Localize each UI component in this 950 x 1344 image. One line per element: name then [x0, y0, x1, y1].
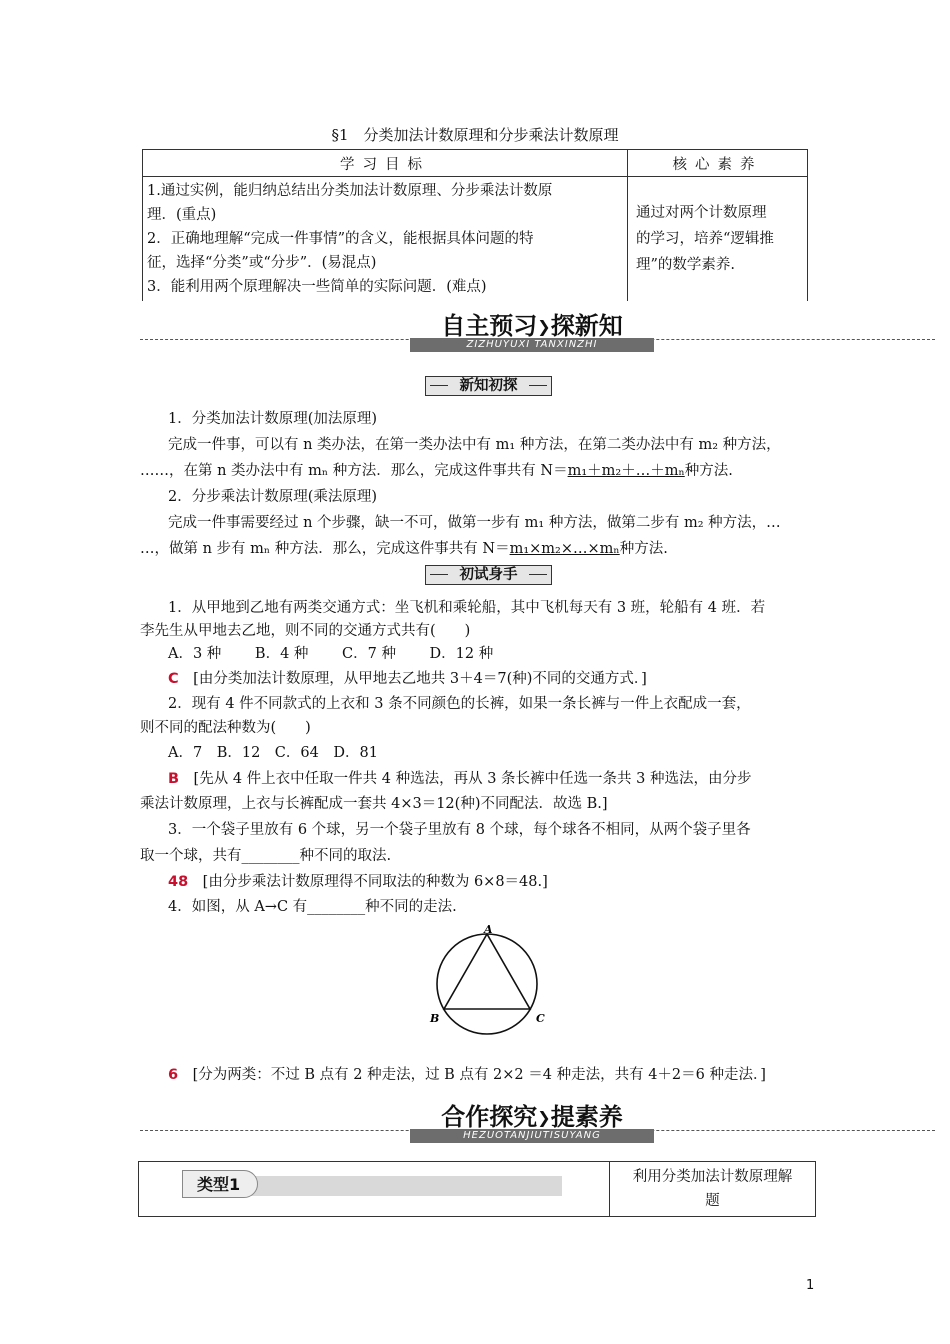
banner-preview [0, 312, 950, 358]
banner-subtitle: ZIZHUYUXI TANXINZHI [466, 339, 598, 350]
circle-triangle-figure [420, 922, 560, 1042]
answer-key: 6 [168, 1067, 179, 1083]
answer-blank: m₁＋m₂＋…＋mₙ [567, 463, 685, 479]
section-title: §1 分类加法计数原理和分步乘法计数原理 [331, 126, 619, 144]
objective-line: 2．正确地理解“完成一件事情”的含义，能根据具体问题的特 [147, 231, 534, 247]
objectives-cell [143, 177, 628, 302]
type-title-cell [610, 1162, 816, 1217]
knowledge-1-title: 1．分类加法计数原理(加法原理) [168, 411, 378, 427]
question-4-line: 4．如图，从 A→C 有________种不同的走法. [168, 899, 457, 915]
competency-header: 核心素养 [628, 150, 808, 177]
circle-shape [437, 934, 537, 1034]
section-tag-practice: 初试身手 [425, 565, 552, 585]
type-title-line: 利用分类加法计数原理解 [632, 1169, 793, 1185]
knowledge-2-line: 完成一件事需要经过 n 个步骤，缺一不可，做第一步有 m₁ 种方法，做第二步有 m₂ 种方法，… [168, 515, 781, 531]
knowledge-1-line: ……，在第 n 类办法中有 mₙ 种方法．那么，完成这件事共有 N＝m₁＋m₂＋…＋mₙ种方法. [140, 463, 733, 479]
answer-2: B [先从 4 件上衣中任取一件共 4 种选法，再从 3 条长裤中任选一条共 3 种选法，由分步 [168, 771, 752, 787]
answer-blank: m₁×m₂×…×mₙ [509, 541, 620, 557]
banner-title: 合作探究❯提素养 [441, 1103, 623, 1131]
point-a-label: A [484, 923, 493, 936]
question-1-line: 李先生从甲地去乙地，则不同的交通方式共有( ) [140, 623, 471, 639]
page-number: 1 [806, 1278, 815, 1293]
answer-key: B [168, 771, 180, 787]
competency-line: 通过对两个计数原理 [636, 205, 767, 221]
question-2-line: 则不同的配法种数为( ) [140, 720, 311, 736]
banner-explore [0, 1103, 950, 1149]
knowledge-2-title: 2．分步乘法计数原理(乘法原理) [168, 489, 378, 505]
arrow-icon: ❯ [537, 317, 551, 336]
objective-line: 3．能利用两个原理解决一些简单的实际问题．(难点) [147, 279, 487, 295]
arrow-icon: ❯ [537, 1108, 551, 1127]
competency-line: 理”的数学素养. [636, 257, 736, 273]
answer-1: C [由分类加法计数原理，从甲地去乙地共 3＋4＝7(种)不同的交通方式．] [168, 671, 647, 687]
answer-2-line: 乘法计数原理，上衣与长裤配成一套共 4×3＝12(种)不同配法．故选 B.] [140, 796, 608, 812]
answer-key: 48 [168, 874, 189, 890]
question-2-options: A．7 B．12 C．64 D．81 [168, 745, 378, 761]
triangle-shape [444, 934, 530, 1009]
knowledge-1-line: 完成一件事，可以有 n 类办法，在第一类办法中有 m₁ 种方法，在第二类办法中有 m₂ 种方法， [168, 437, 781, 453]
objectives-table [142, 149, 808, 301]
banner-title: 自主预习❯探新知 [441, 312, 623, 340]
question-2-line: 2．现有 4 件不同款式的上衣和 3 条不同颜色的长裤，如果一条长裤与一件上衣配成一套， [168, 696, 751, 712]
competency-line: 的学习，培养“逻辑推 [636, 231, 774, 247]
type-title-line: 题 [705, 1193, 720, 1209]
question-1-line: 1．从甲地到乙地有两类交通方式：坐飞机和乘轮船，其中飞机每天有 3 班，轮船有 4 班．若 [168, 600, 766, 616]
knowledge-2-line: …，做第 n 步有 mₙ 种方法．那么，完成这件事共有 N＝m₁×m₂×…×mₙ种方法. [140, 541, 668, 557]
answer-4: 6 [分为两类：不过 B 点有 2 种走法，过 B 点有 2×2 ＝4 种走法，共有 4＋2＝6 种走法．] [168, 1067, 766, 1083]
section-tag-new-knowledge: 新知初探 [425, 376, 552, 396]
answer-key: C [168, 671, 179, 687]
question-1-options: A．3 种 B．4 种 C．7 种 D．12 种 [168, 646, 494, 662]
type-label: 类型1 [182, 1170, 258, 1198]
answer-3: 48 [由分步乘法计数原理得不同取法的种数为 6×8＝48.] [168, 874, 548, 890]
objectives-header: 学习目标 [143, 150, 628, 177]
question-3-line: 取一个球，共有________种不同的取法. [140, 848, 392, 864]
objective-line: 征，选择“分类”或“分步”．(易混点) [147, 255, 377, 271]
point-b-label: B [430, 1012, 440, 1025]
objective-line: 1.通过实例，能归纳总结出分类加法计数原理、分步乘法计数原 [147, 183, 553, 199]
question-3-line: 3．一个袋子里放有 6 个球，另一个袋子里放有 8 个球，每个球各不相同，从两个袋子里各 [168, 822, 751, 838]
objective-line: 理．(重点) [147, 207, 217, 223]
point-c-label: C [536, 1012, 545, 1025]
banner-subtitle: HEZUOTANJIUTISUYANG [463, 1130, 601, 1141]
competency-cell [628, 177, 808, 302]
